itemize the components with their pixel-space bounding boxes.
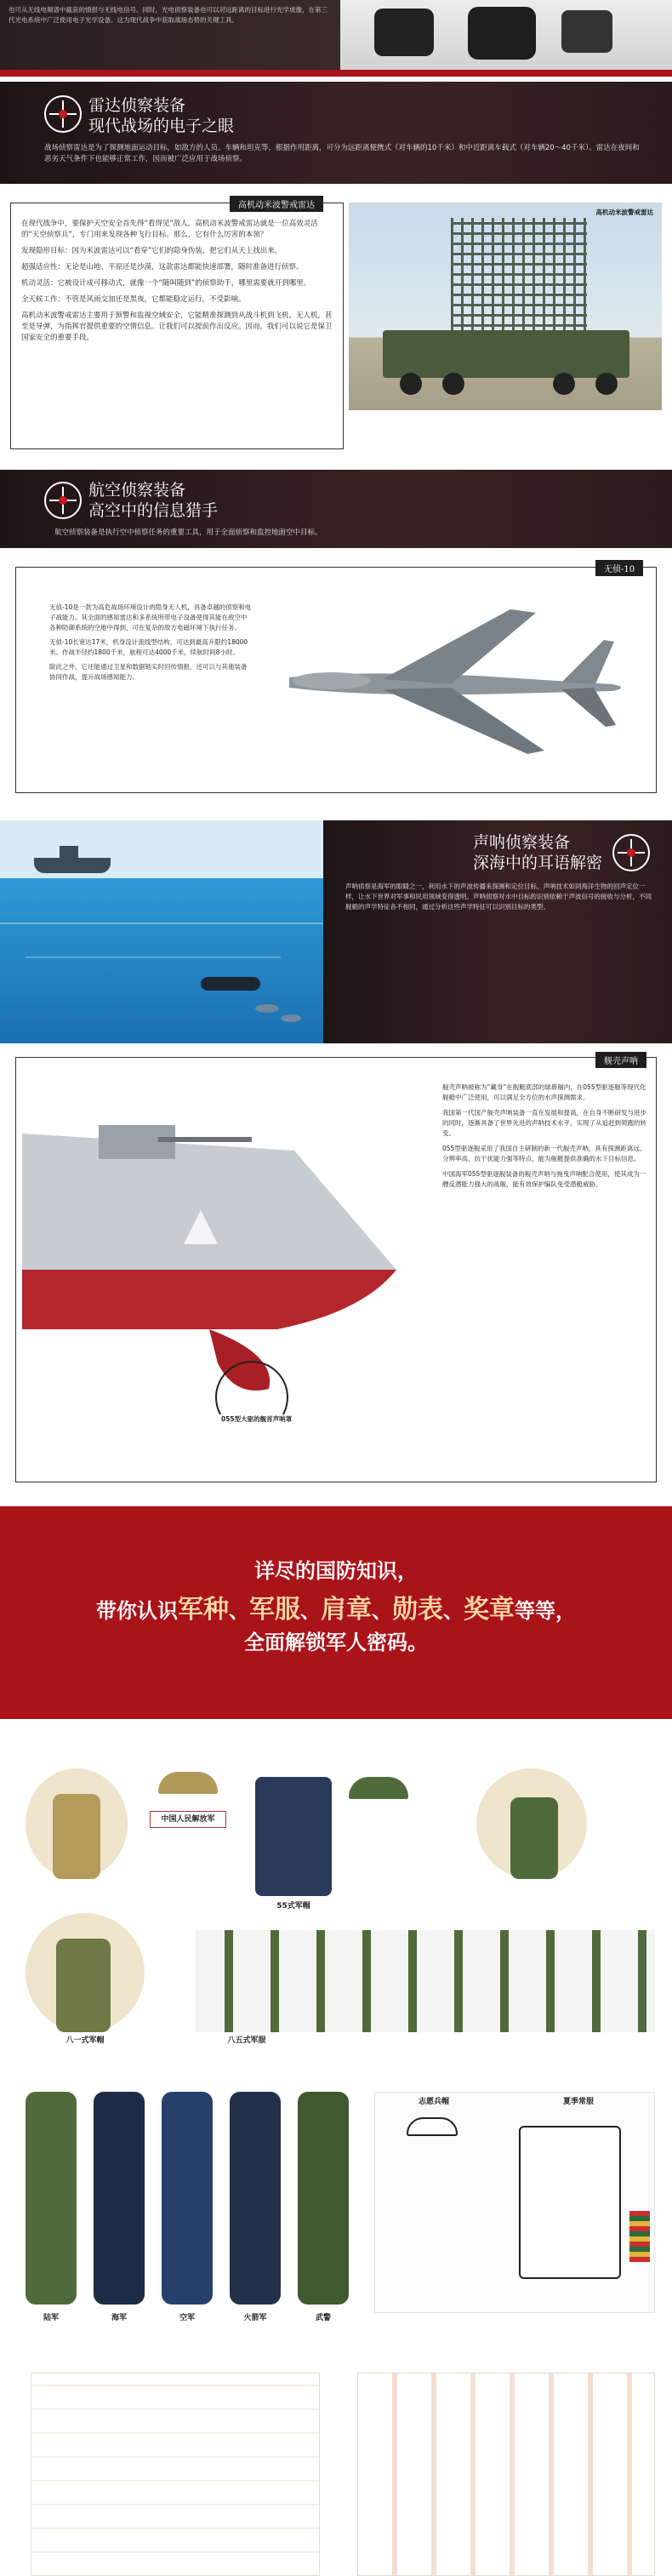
radar-p1: 在现代战争中，要保护天空安全首先得“看得见”敌人。高机动米波警戒雷达就是一位高效灵活的“天空侦察兵”，专门用来发现各种飞行目标。那么，它有什么厉害的本领？ — [21, 220, 318, 239]
drone-image — [255, 575, 655, 780]
badge-1: 中国人民解放军 — [150, 1811, 226, 1828]
sonar-text-panel — [323, 820, 672, 1043]
promo-banner — [0, 1506, 672, 1719]
air-p3: 除此之外，它还能通过卫星和数据链实时回传情报，还可以与其他装备协同作战，提升战场感知能力。 — [49, 663, 248, 681]
radar-truck-image — [349, 203, 662, 410]
radar-p5: 全天候工作：不管是风雨交加还是黑夜，它都能稳定运行，不受影响。 — [21, 295, 246, 304]
uniforms-section — [0, 1726, 672, 2576]
banner-line-1: 详尽的国防知识， — [254, 1559, 418, 1583]
sonar-p4: 中国海军055型驱逐舰装备的舰壳声呐与拖曳声呐配合使用，使其成为一艘反潜能力强大的战舰，能有效保护编队免受潜艇威胁。 — [442, 1170, 646, 1188]
branch-figure-army — [26, 2092, 77, 2305]
branch-figure-rocket — [230, 2092, 281, 2305]
sonar-section — [0, 1048, 672, 1499]
ship-bow-image — [22, 1074, 422, 1414]
optics-device-image — [340, 0, 672, 77]
banner-line-2-post: 等等， — [515, 1599, 576, 1623]
soldier-3-body — [56, 1939, 111, 2032]
sonar-header — [0, 820, 672, 1043]
navy-title-1: 志愿兵帽 — [418, 2098, 449, 2106]
radar-p2: 发现隐形目标：因为米波雷达可以“看穿”它们的隐身伪装，把它们从天上找出来。 — [21, 247, 282, 255]
banner-line-3: 全面解锁军人密码。 — [244, 1631, 428, 1654]
radar-intro: 战场侦察雷达是为了探测地面运动目标，如敌方的人员、车辆和坦克等，根据作用距离，可分为远距离便携式（对车辆的10千米）和中近距离车载式（对车辆20～40千米）。雷达在夜间和恶劣天气条件下也能够正常工作，因而被广泛应用于战场侦察。 — [44, 144, 640, 163]
crosshair-icon — [612, 834, 650, 871]
soldier-2-body — [510, 1797, 558, 1879]
navy-title-2: 夏季常服 — [562, 2098, 594, 2106]
branch-label-rocket: 火箭军 — [243, 2314, 267, 2322]
radar-text-box — [10, 203, 344, 449]
radar-image-caption: 高机动米波警戒雷达 — [595, 208, 653, 216]
air-p1: 无侦-10是一款为高危战场环境设计的隐身无人机，具备卓越的侦察和电子战能力。其全面的感知雷达和多系统所带电子设备使得其能在敌空中各种防御系统的空地中得到，可在复杂的敌方电磁环境下执行任务。 — [49, 603, 252, 631]
air-intro: 航空侦察装备是执行空中侦察任务的重要工具，用于全面侦察和监控地面空中目标。 — [54, 528, 322, 537]
air-header — [0, 470, 672, 548]
insignia-chart-right — [357, 2373, 655, 2576]
insignia-chart-left — [31, 2373, 320, 2576]
branch-label-police: 武警 — [315, 2314, 331, 2322]
soldier-1-body — [53, 1794, 100, 1879]
sonar-title-1: 声呐侦察装备 — [473, 833, 571, 852]
banner-kw-1: 军种 — [178, 1595, 229, 1625]
branch-figure-navy — [94, 2092, 145, 2305]
radar-section — [0, 187, 672, 460]
banner-kw-5: 奖章 — [464, 1595, 515, 1625]
branch-label-navy: 海军 — [111, 2314, 127, 2322]
air-tag: 无侦-10 — [595, 560, 643, 576]
air-title-1: 航空侦察装备 — [88, 481, 186, 500]
radar-title-1: 雷达侦察装备 — [88, 96, 186, 115]
banner-kw-4: 勋表 — [392, 1595, 443, 1625]
air-text — [49, 603, 252, 683]
sonar-title-2: 深海中的耳语解密 — [473, 854, 603, 872]
sonar-intro: 声呐侦察是海军的眼睛之一，利用水下的声波传播来探测和定位目标。声呐技术如同海洋生物的回声定位一样，让水下世界对军事和民用领域变得透明。声呐侦察对水中目标的识别依赖于声波信号的接收与分析，不同舰艇的声学特征各不相同，通过分析这些声学特征可以识别目标的类型。 — [345, 882, 652, 911]
sonar-text — [442, 1082, 648, 1190]
branch-figure-police — [298, 2092, 349, 2305]
radar-header — [0, 82, 672, 184]
air-section — [0, 553, 672, 808]
branch-figure-air — [162, 2092, 213, 2305]
branch-label-air: 空军 — [179, 2314, 195, 2322]
badge-2: 八一式军帽 — [65, 2036, 105, 2045]
crosshair-icon — [44, 482, 82, 519]
branch-label-army: 陆军 — [43, 2314, 59, 2322]
ocean-image — [0, 820, 323, 1043]
air-title-2: 高空中的信息猎手 — [88, 501, 219, 520]
navy-cap-1 — [407, 2117, 458, 2136]
radar-p4: 机动灵活：它被设计成可移动式，就像一个“随叫随到”的侦察助手，哪里需要就开到哪里。 — [21, 279, 311, 288]
medal-ribbons — [629, 2211, 650, 2262]
navy-uniform-display — [255, 1777, 332, 1896]
ship-image-caption: 055型大驱的舰首声呐罩 — [221, 1415, 293, 1423]
radar-box-tag: 高机动米波警戒雷达 — [230, 196, 323, 212]
banner-kw-3: 肩章 — [321, 1595, 372, 1625]
top-strip — [0, 0, 672, 77]
cap-display-2 — [349, 1777, 408, 1799]
radar-p6: 高机动米波警戒雷达主要用于预警和监视空域安全，它能精准探测到从战斗机到飞机、无人机，甚至是导弹，为指挥官提供重要的空情信息。让我们可以提前作出反应。因而，我们可以说它是保卫国家安全的重要手段。 — [21, 311, 333, 342]
radar-p3: 超强适应性：无论是山地、平原还是沙漠，这款雷达都能快速部署，随时准备进行侦察。 — [21, 263, 304, 271]
air-p2: 无侦-10长宽达17米，机身设计流线型结构，可达到最高升限约18000米。作战半径约1800千米，航程可达4000千米，续航时间8小时。 — [49, 638, 248, 656]
banner-line-2-pre: 带你认识 — [96, 1599, 178, 1623]
radar-title-2: 现代战场的电子之眼 — [88, 117, 235, 135]
sonar-p1: 舰壳声呐被称为“藏身”在舰艇底部的球鼻艏内，在055型驱逐舰等现代化舰艇中广泛使用，可以满足全方位的水声探测需求。 — [442, 1083, 646, 1101]
red-divider — [0, 70, 672, 77]
banner-line-2: 带你认识军种、军服、肩章、勋表、奖章等等， — [96, 1595, 576, 1625]
crosshair-icon — [44, 95, 82, 133]
banner-kw-2: 军服 — [249, 1595, 300, 1625]
sonar-p3: 055型驱逐舰采用了我国自主研制的新一代舰壳声呐，具有探测距离远、分辨率高、抗干扰能力强等特点，能为舰艇提供准确的水下目标信息。 — [442, 1145, 646, 1162]
cap-image-1 — [158, 1772, 218, 1794]
top-strip-text: 也可从无线电频谱中截获的情报与无线电信号。同时，光电侦察装备也可以对远距离的目标进行光学成像，在第三代光电系统中广泛使用电子光学设备。这为现代战争中获取战场态势的关键工具。 — [9, 6, 327, 24]
uniform-lineup — [196, 1930, 655, 2032]
pla-caption: 八五式军服 — [227, 2036, 266, 2045]
cap-caption: 55式军帽 — [276, 1902, 310, 1911]
sonar-p2: 我国第一代国产舰壳声呐装备一直在发展和提高，在自身不断研发与进步的同时，逐渐具备了世界先进的声呐技术水平，实现了从追赶到领跑的转变。 — [442, 1109, 646, 1137]
navy-shirt — [519, 2126, 621, 2279]
sonar-box-tag: 舰壳声呐 — [595, 1052, 646, 1068]
